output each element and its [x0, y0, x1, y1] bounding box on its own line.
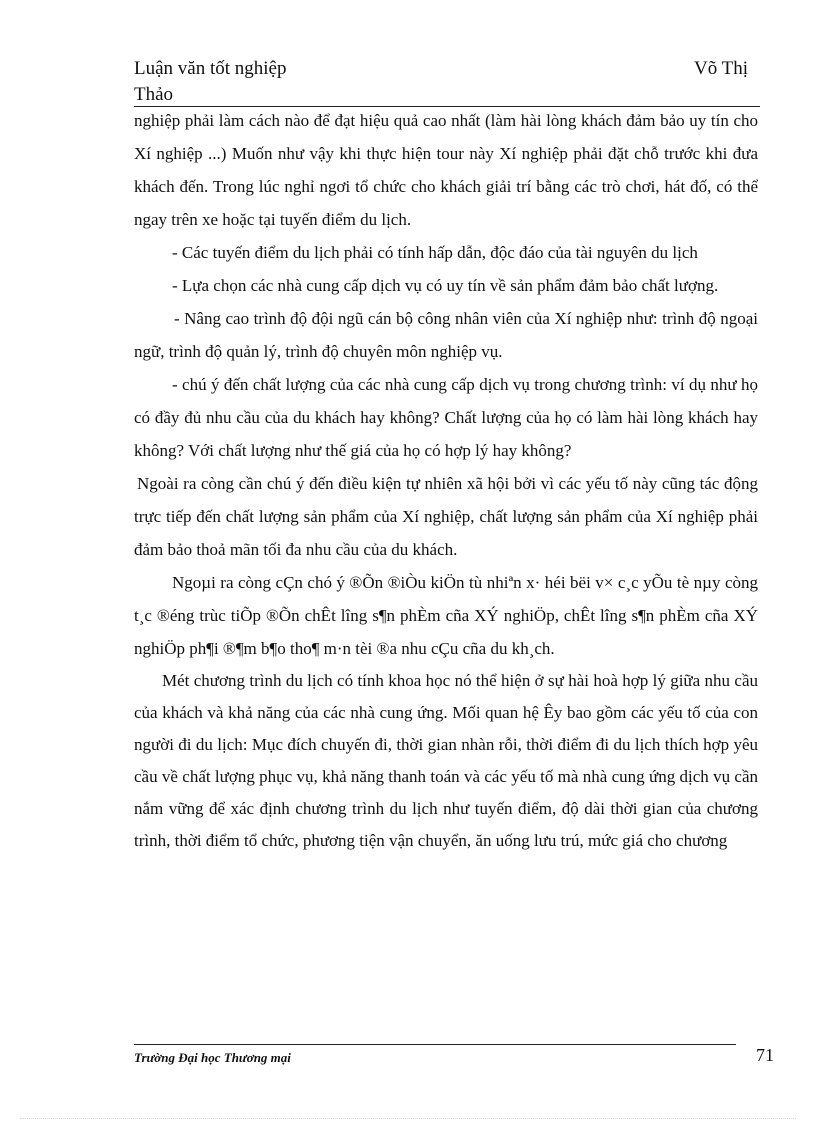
paragraph-7-garbled: Ngoµi ra còng cÇn chó ý ®Õn ®iÒu kiÖn tù nhiªn x· héi bëi v× c¸c yÕu tè nµy còng t¸c ®éng trùc tiÕp ®Õn chÊt lîng s¶n phÈm cña XÝ nghiÖp, chÊt lîng s¶n phÈm cña XÝ nghiÖp ph¶i ®¶m b¶o tho¶ m·n tèi ®a nhu cÇu cña du kh¸ch.: [134, 573, 758, 658]
footer-school-name: Trường Đại học Thương mại: [134, 1050, 291, 1065]
header-author-lastname: Thảo: [134, 84, 174, 105]
page-bottom-dotted-border: [20, 1118, 796, 1119]
paragraph-8: Mét chương trình du lịch có tính khoa học nó thể hiện ở sự hài hoà hợp lý giữa nhu cầu của khách và khả năng của các nhà cung ứng. Mối quan hệ Êy bao gồm các yếu tố của con người đi du lịch: Mục đích chuyến đi, thời gian nhàn rỗi, thời điểm đi du lịch thích hợp yêu cầu về chất lượng phục vụ, khả năng thanh toán và các yếu tố mà nhà cung ứng dịch vụ cần nắm vững để xác định chương trình du lịch như tuyến điểm, độ dài thời gian của chương trình, thời điểm tổ chức, phương tiện vận chuyển, ăn uống lưu trú, mức giá cho chương: [134, 671, 758, 850]
paragraph-5: - chú ý đến chất lượng của các nhà cung cấp dịch vụ trong chương trình: ví dụ như họ có đầy đủ nhu cầu của du khách hay không? Chất lượng của họ có làm hài lòng khách hay không? Với chất lượng như thế giá của họ có hợp lý hay không?: [134, 375, 758, 460]
paragraph-6: Ngoài ra còng cần chú ý đến điều kiện tự nhiên xã hội bởi vì các yếu tố này cũng tác động trực tiếp đến chất lượng sản phẩm của Xí nghiệp, chất lượng sản phẩm của Xí nghiệp phải đảm bảo thoả mãn tối đa nhu cầu của du khách.: [134, 474, 758, 559]
paragraph-4: - Nâng cao trình độ đội ngũ cán bộ công nhân viên của Xí nghiệp như: trình độ ngoại ngữ, trình độ quản lý, trình độ chuyên môn nghiệp vụ.: [134, 309, 758, 361]
paragraph-1: nghiệp phải làm cách nào để đạt hiệu quả cao nhất (làm hài lòng khách đảm bảo uy tín cho Xí nghiệp ...) Muốn như vậy khi thực hiện tour này Xí nghiệp phải đặt chỗ trước khi đưa khách đến. Trong lúc nghỉ ngơi tổ chức cho khách giải trí bằng các trò chơi, hát đố, có thể ngay trên xe hoặc tại tuyến điểm du lịch.: [134, 111, 758, 229]
header-thesis-title: Luận văn tốt nghiệp: [134, 58, 287, 79]
footer-divider: [134, 1044, 736, 1045]
header-title-block: [134, 56, 287, 108]
paragraph-3: - Lựa chọn các nhà cung cấp dịch vụ có uy tín về sản phẩm đảm bảo chất lượng.: [172, 276, 719, 295]
paragraph-2: - Các tuyến điểm du lịch phải có tính hấp dẫn, độc đáo của tài nguyên du lịch: [172, 243, 698, 262]
page-number: 71: [756, 1045, 774, 1065]
header-author-firstname: Võ Thị: [694, 58, 749, 79]
document-body: [134, 104, 758, 857]
